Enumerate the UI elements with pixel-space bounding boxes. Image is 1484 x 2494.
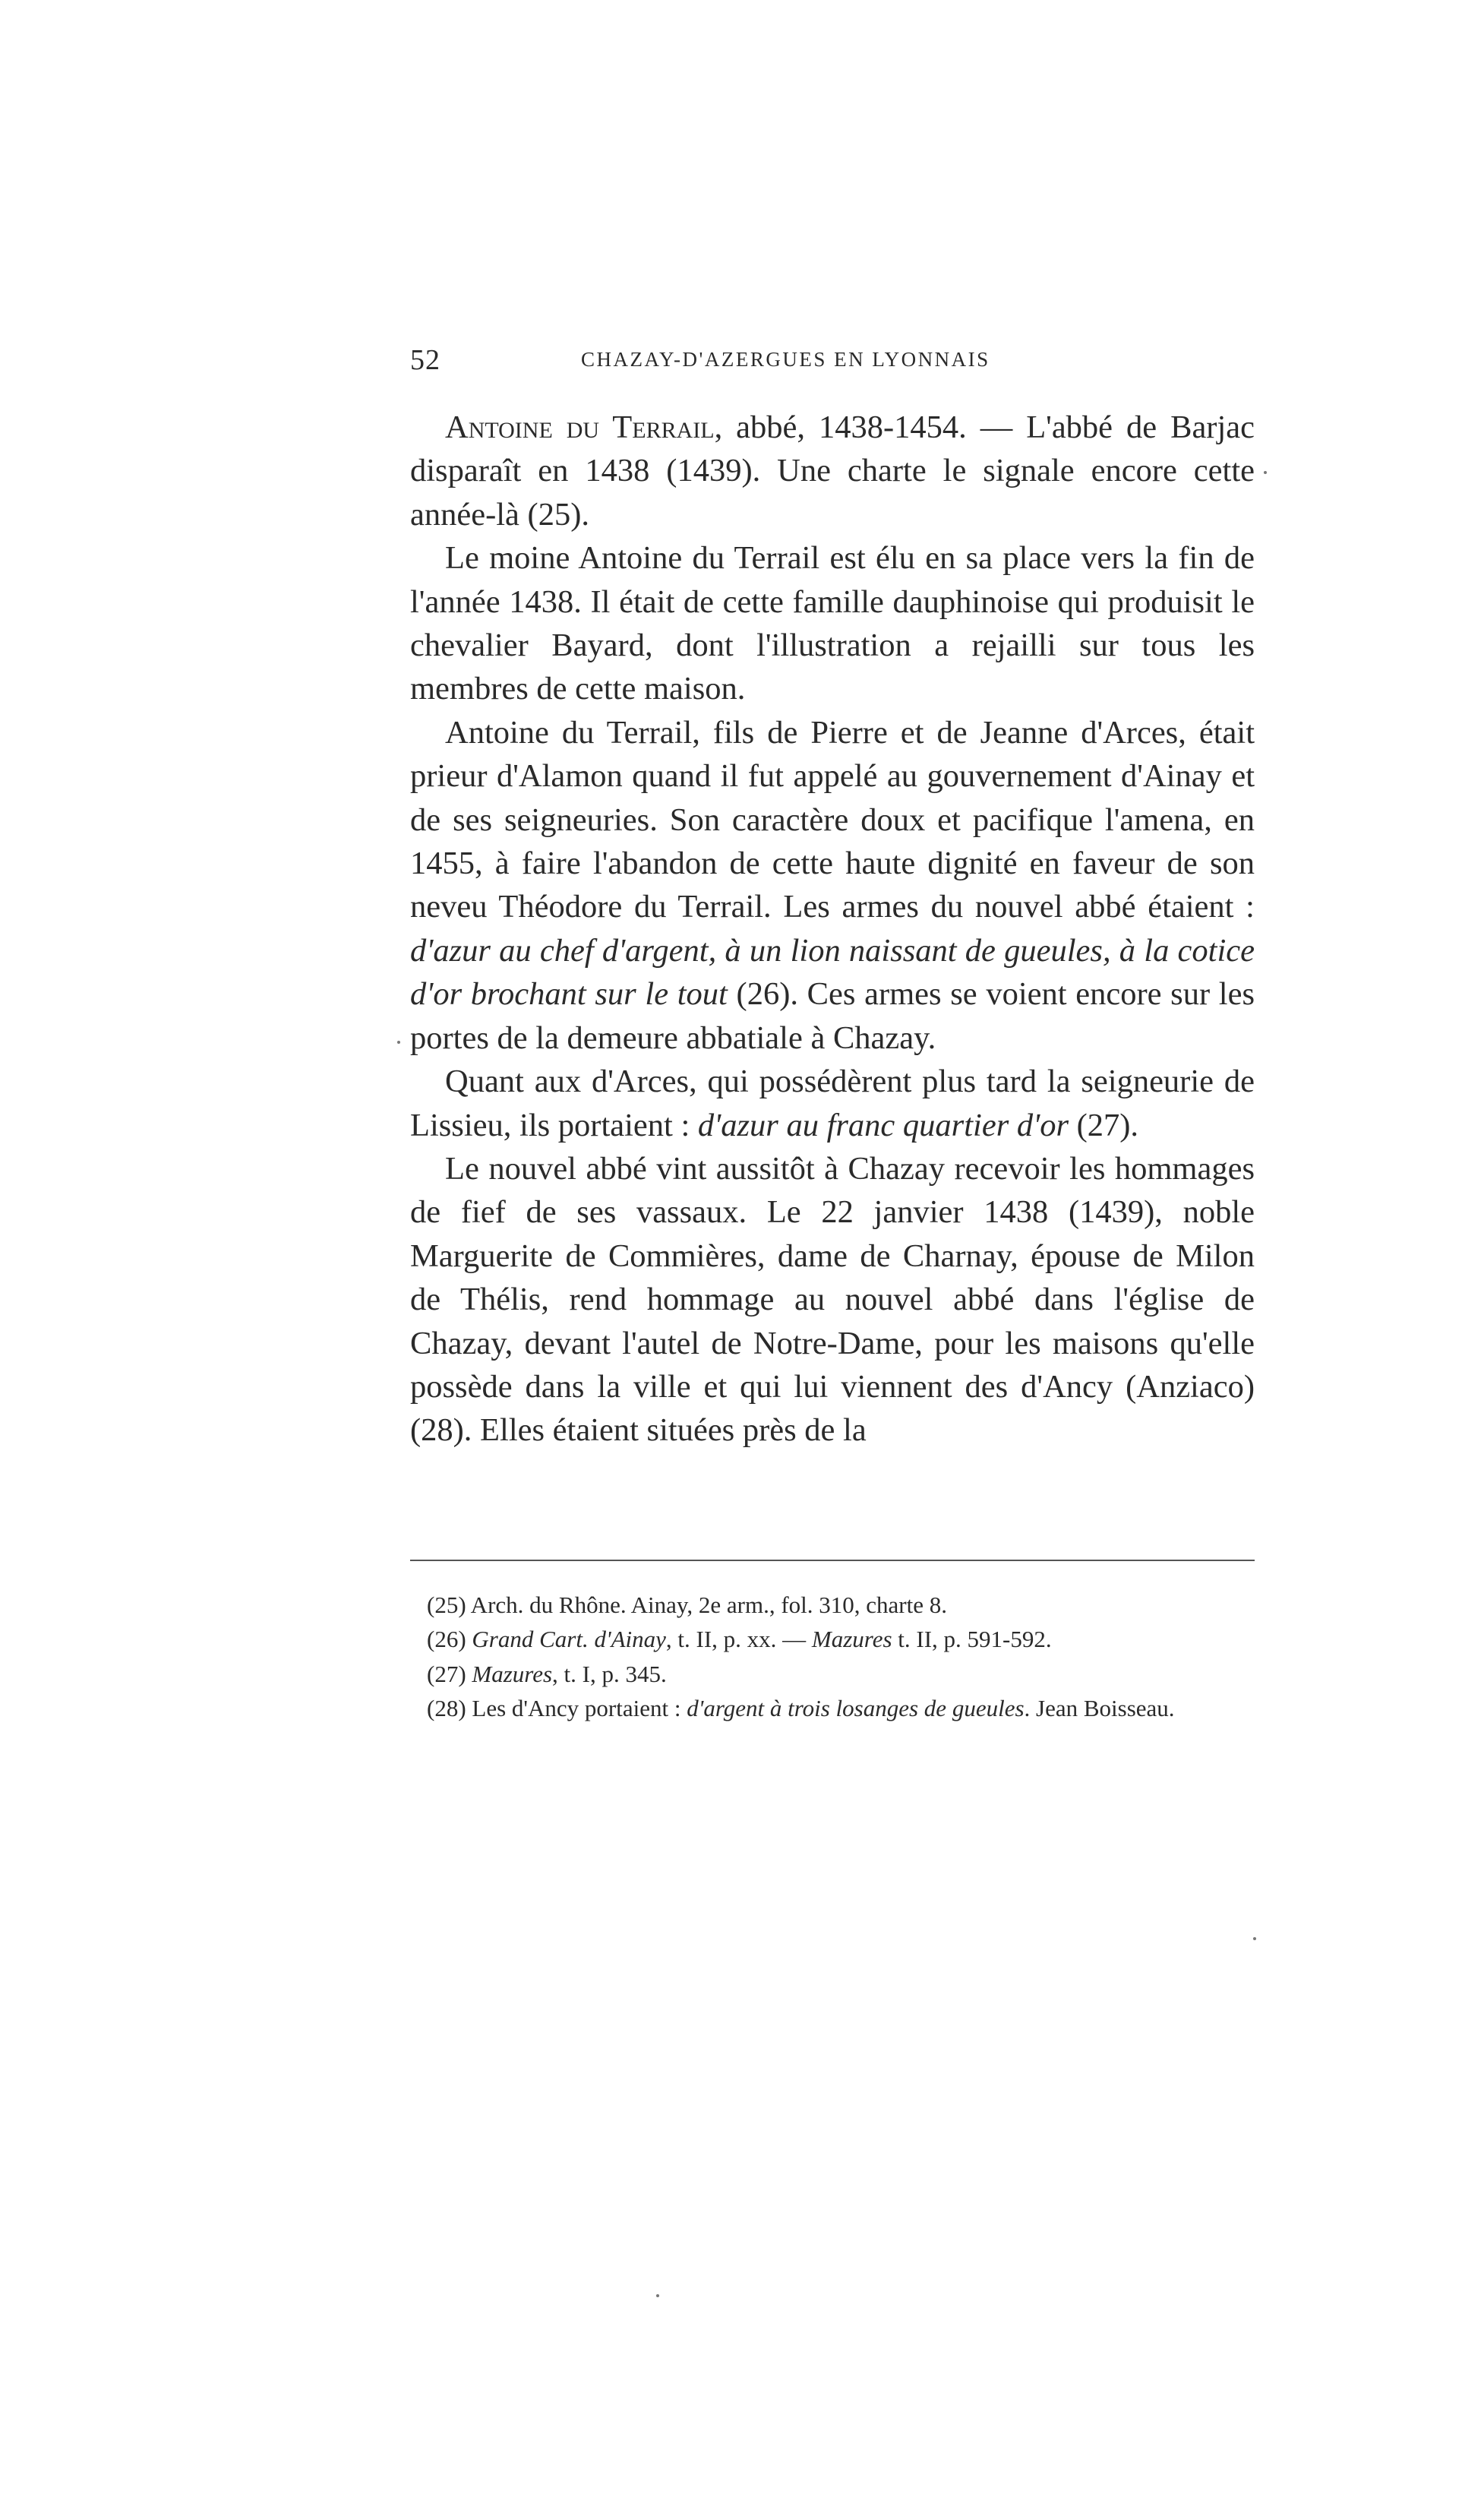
paper-speck: [656, 2294, 659, 2297]
paper-speck: [397, 1041, 400, 1044]
footnotes: [410, 1588, 1255, 1726]
page-number: 52: [410, 344, 440, 376]
paragraph-3: [410, 711, 1255, 1060]
paragraph-3-text: Antoine du Terrail, fils de Pierre et de Jeanne d'Arces, était prieur d'Alamon quand il fut appelé au gouvernement d'Ainay et de ses seigneuries. Son caractère doux et pacifique l'amena, en 1455, à faire l'abandon de cette haute dignité en faveur de son neveu Théodore du Terrail. Les armes du nouvel abbé étaient :: [410, 714, 1255, 925]
footnote-27-end: , t. I, p. 345.: [552, 1660, 667, 1687]
footnote-26-num: (26): [427, 1626, 472, 1653]
footnote-26-end: t. II, p. 591-592.: [892, 1626, 1052, 1653]
footnote-26: [410, 1622, 1255, 1656]
paragraph-1-text: , abbé, 1438-1454. — L'abbé de Barjac disparaît en 1438 (1439). Une charte le signale encore cette année-là (25).: [410, 409, 1255, 533]
footnote-26-source-1: Grand Cart. d'Ainay: [472, 1626, 666, 1653]
running-title: CHAZAY-D'AZERGUES EN LYONNAIS: [581, 348, 990, 371]
paper-speck: [1253, 1937, 1256, 1940]
footnote-27-source: Mazures: [472, 1660, 553, 1687]
footnote-rule: [410, 1560, 1255, 1561]
paragraph-4: [410, 1060, 1255, 1147]
running-head: [410, 343, 1255, 389]
footnote-25: (25) Arch. du Rhône. Ainay, 2e arm., fol. 310, charte 8.: [427, 1592, 947, 1618]
body-text: [410, 406, 1255, 1452]
paragraph-1: [410, 406, 1255, 536]
footnote-27-num: (27): [427, 1660, 472, 1687]
paragraph-4-after: (27).: [1069, 1107, 1139, 1143]
paragraph-4-blazon: d'azur au franc quartier d'or: [697, 1107, 1069, 1143]
footnote-28: [410, 1691, 1255, 1725]
paragraph-5: Le nouvel abbé vint aussitôt à Chazay recevoir les hommages de fief de ses vassaux. Le 22 janvier 1438 (1439), noble Marguerite de Commières, dame de Charnay, épouse de Milon de Thélis, rend hommage au nouvel abbé dans l'église de Chazay, devant l'autel de Notre-Dame, pour les maisons qu'elle possède dans la ville et qui lui viennent des d'Ancy (Anziaco) (28). Elles étaient situées près de la: [410, 1150, 1255, 1449]
footnote-28-blazon: d'argent à trois losanges de gueules: [687, 1695, 1025, 1722]
paragraph-3-blazon: d'azur au chef d'argent, à un lion naissant de gueules, à la cotice d'or brochant sur le tout: [410, 932, 1255, 1013]
footnote-26-mid: , t. II, p. xx. —: [665, 1626, 812, 1653]
abbot-name: Antoine du Terrail: [445, 409, 715, 445]
footnote-26-source-2: Mazures: [811, 1626, 892, 1653]
paragraph-3-after: (26). Ces armes se voient encore sur les portes de la demeure abbatiale à Chazay.: [410, 976, 1255, 1056]
paragraph-4-text: Quant aux d'Arces, qui possédèrent plus tard la seigneurie de Lissieu, ils portaient :: [410, 1064, 1255, 1143]
paper-speck: [1264, 471, 1267, 474]
paragraph-2: Le moine Antoine du Terrail est élu en sa place vers la fin de l'année 1438. Il était de cette famille dauphinoise qui produisit le chevalier Bayard, dont l'illustration a rejailli sur tous les membres de cette maison.: [410, 540, 1255, 707]
footnote-28-end: . Jean Boisseau.: [1024, 1695, 1175, 1722]
footnote-27: [410, 1657, 1255, 1691]
footnote-28-text: (28) Les d'Ancy portaient :: [427, 1695, 687, 1722]
